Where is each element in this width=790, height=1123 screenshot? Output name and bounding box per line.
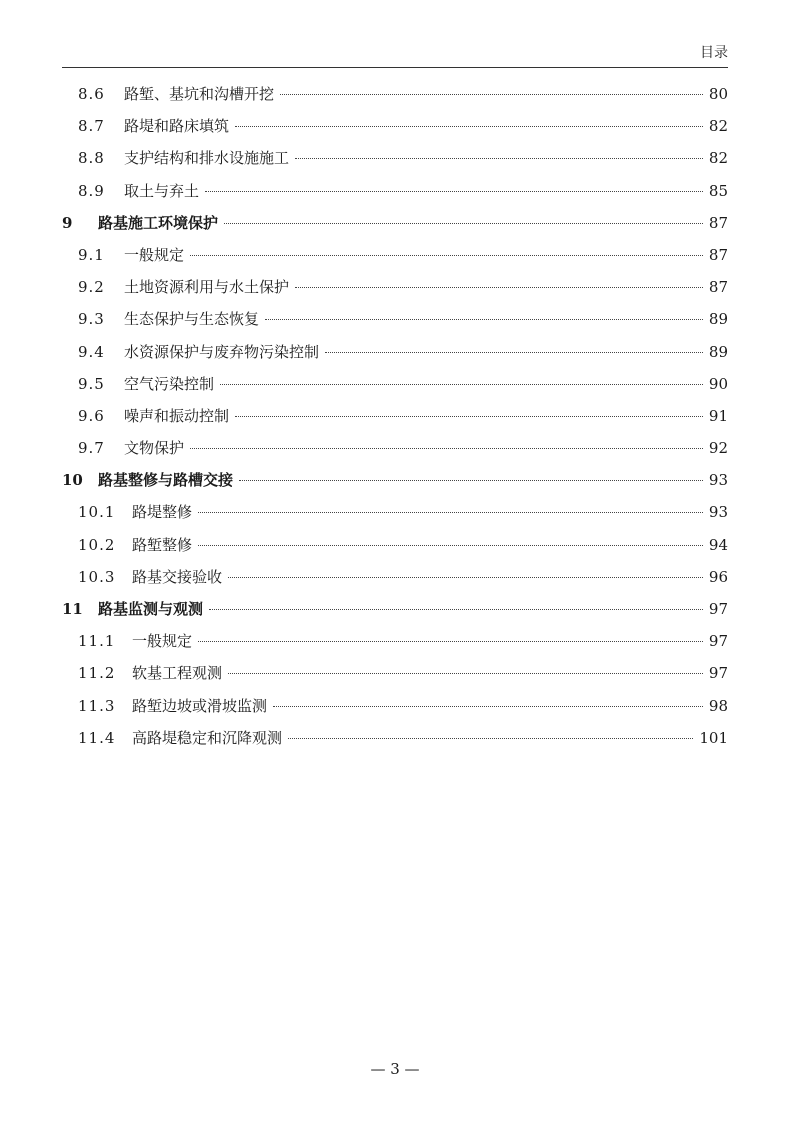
toc-entry-number: 9.3 (78, 310, 105, 329)
toc-section-entry[interactable] (62, 432, 728, 464)
toc-section-entry[interactable] (62, 142, 728, 174)
toc-section-entry[interactable] (62, 625, 728, 657)
toc-entry-title: 文物保护 (124, 439, 185, 458)
toc-entry-number: 11.2 (78, 664, 116, 683)
toc-entry-title: 一般规定 (124, 245, 185, 264)
toc-entry-title: 路堑、基坑和沟槽开挖 (124, 85, 275, 103)
toc-entry-number: 9.4 (78, 342, 105, 361)
toc-entry-number: 11 (62, 600, 83, 618)
toc-entry-page: 91 (708, 406, 728, 425)
toc-entry-number: 8.8 (78, 149, 105, 168)
toc-entry-number: 11.3 (78, 696, 116, 715)
toc-entry-page: 85 (708, 181, 728, 200)
toc-section-entry[interactable] (62, 657, 728, 689)
toc-entry-page: 80 (708, 85, 728, 103)
toc-section-entry[interactable] (62, 239, 728, 271)
toc-entry-title: 水资源保护与废弃物污染控制 (124, 342, 320, 361)
dot-leader (190, 255, 703, 256)
dot-leader (295, 287, 703, 288)
toc-entry-title: 路堑整修 (132, 535, 193, 554)
toc-chapter-entry[interactable] (62, 464, 728, 496)
dot-leader (228, 577, 703, 578)
toc-entry-number: 8.6 (78, 85, 105, 103)
toc-entry-page: 90 (708, 374, 728, 393)
toc-entry-title: 支护结构和排水设施施工 (124, 149, 290, 168)
toc-entry-title: 路堑边坡或滑坡监测 (132, 696, 268, 715)
toc-entry-page: 87 (708, 245, 728, 264)
toc-entry-title: 路基整修与路槽交接 (98, 471, 234, 490)
toc-entry-title: 软基工程观测 (132, 664, 223, 683)
toc-entry-page: 93 (708, 503, 728, 522)
toc-entry-number: 8.7 (78, 117, 105, 136)
toc-section-entry[interactable] (62, 303, 728, 335)
toc-entry-page: 87 (708, 213, 728, 232)
dot-leader (295, 158, 703, 159)
toc-entry-page: 93 (708, 471, 728, 490)
toc-entry-page: 82 (708, 149, 728, 168)
toc-entry-page: 89 (708, 310, 728, 329)
toc-entry-title: 路基施工环境保护 (98, 213, 219, 232)
dot-leader (224, 223, 703, 224)
toc-section-entry[interactable] (62, 336, 728, 368)
toc-entry-title: 高路堤稳定和沉降观测 (132, 728, 283, 747)
toc-entry-title: 噪声和振动控制 (124, 406, 230, 425)
toc-entry-page: 98 (708, 696, 728, 715)
toc-entry-page: 94 (708, 535, 728, 554)
toc-section-entry[interactable] (62, 529, 728, 561)
dot-leader (198, 545, 703, 546)
toc-entry-title: 一般规定 (132, 632, 193, 651)
toc-section-entry[interactable] (62, 496, 728, 528)
toc-section-entry[interactable] (62, 368, 728, 400)
toc-section-entry[interactable] (62, 561, 728, 593)
toc-entry-title: 土地资源利用与水土保护 (124, 278, 290, 297)
toc-entry-page: 96 (708, 567, 728, 586)
toc-entry-page: 92 (708, 439, 728, 458)
toc-entry-page: 97 (708, 600, 728, 618)
toc-entry-title: 生态保护与生态恢复 (124, 310, 260, 329)
toc-entry-page: 101 (699, 728, 728, 747)
toc-entry-number: 10.2 (78, 535, 116, 554)
toc-entry-number: 9.1 (78, 245, 105, 264)
toc-entry-number: 10.3 (78, 567, 116, 586)
toc-entry-number: 9 (62, 213, 73, 232)
dot-leader (209, 609, 703, 610)
toc-entry-number: 9.6 (78, 406, 105, 425)
dot-leader (288, 738, 693, 739)
toc-entry-page: 87 (708, 278, 728, 297)
dot-leader (235, 416, 703, 417)
toc-chapter-entry[interactable] (62, 207, 728, 239)
dot-leader (198, 512, 703, 513)
toc-section-entry[interactable] (62, 722, 728, 754)
toc-entry-page: 89 (708, 342, 728, 361)
toc-entry-title: 路基交接验收 (132, 567, 223, 586)
page-number: — 3 — (370, 1060, 420, 1078)
toc-entry-title: 路基监测与观测 (98, 600, 204, 618)
dot-leader (198, 641, 703, 642)
toc-section-entry[interactable] (62, 400, 728, 432)
toc-chapter-entry[interactable] (62, 593, 728, 625)
toc-entry-title: 路堤整修 (132, 503, 193, 522)
toc-entry-title: 路堤和路床填筑 (124, 117, 230, 136)
toc-section-entry[interactable] (62, 110, 728, 142)
dot-leader (228, 673, 703, 674)
toc-section-entry[interactable] (62, 271, 728, 303)
toc-entry-number: 9.5 (78, 374, 105, 393)
toc-entry-number: 8.9 (78, 181, 105, 200)
toc-entry-page: 97 (708, 632, 728, 651)
toc-entry-title: 取土与弃土 (124, 181, 200, 200)
toc-entry-page: 97 (708, 664, 728, 683)
toc-entry-number: 9.2 (78, 278, 105, 297)
dot-leader (220, 384, 703, 385)
dot-leader (325, 352, 703, 353)
dot-leader (235, 126, 703, 127)
dot-leader (190, 448, 703, 449)
toc-entry-number: 9.7 (78, 439, 105, 458)
toc-entry-page: 82 (708, 117, 728, 136)
toc-section-entry[interactable] (62, 175, 728, 207)
toc-entry-number: 10.1 (78, 503, 116, 522)
dot-leader (273, 706, 703, 707)
dot-leader (205, 191, 703, 192)
header-rule (62, 67, 728, 68)
page-header-section: 目录 (700, 45, 728, 61)
toc-entry-title: 空气污染控制 (124, 374, 215, 393)
toc-section-entry[interactable] (62, 690, 728, 722)
dot-leader (265, 319, 703, 320)
dot-leader (239, 480, 703, 481)
toc-entry-number: 10 (62, 471, 83, 490)
toc-section-entry[interactable] (62, 78, 728, 110)
dot-leader (280, 94, 703, 95)
toc-entry-number: 11.4 (78, 728, 116, 747)
toc-entry-number: 11.1 (78, 632, 116, 651)
table-of-contents (62, 78, 728, 754)
